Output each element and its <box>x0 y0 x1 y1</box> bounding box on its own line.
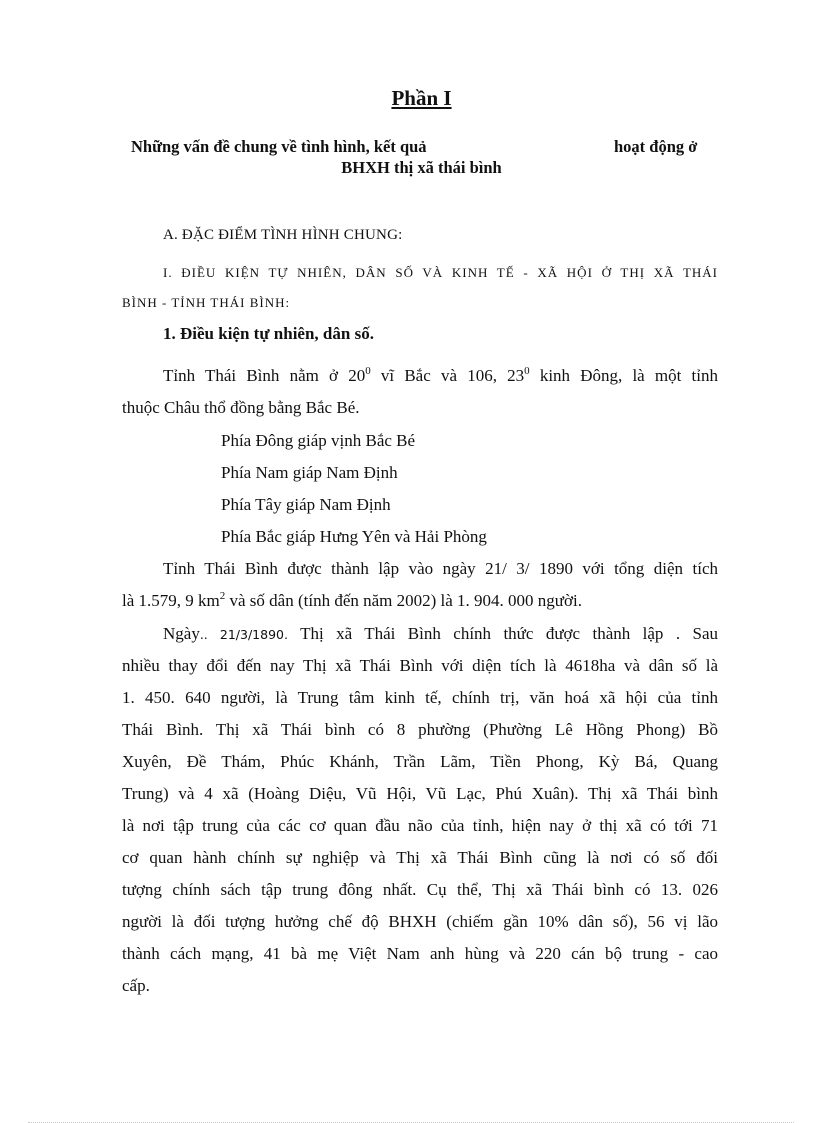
border-north: Phía Bắc giáp Hưng Yên và Hải Phòng <box>221 527 487 546</box>
para3-text-a: Ngày <box>163 624 200 643</box>
para3-line: Thái Bình. Thị xã Thái bình có 8 phường (Phường Lê Hồng Phong) Bồ <box>122 720 718 739</box>
subtitle-line1-right: hoạt động ở <box>614 137 698 156</box>
border-west: Phía Tây giáp Nam Định <box>221 495 391 514</box>
para2-text-b: và số dân (tính đến năm 2002) là 1. 904. 000 người. <box>225 591 582 610</box>
degree-superscript: 0 <box>365 365 371 377</box>
para2-text-a: là 1.579, 9 km <box>122 591 220 610</box>
para3-line: 1. 450. 640 người, là Trung tâm kinh tế, chính trị, văn hoá xã hội của tỉnh <box>122 688 718 707</box>
para3-last-line: cấp. <box>122 976 150 995</box>
para1-text-b: vĩ Bắc và 106, 23 <box>370 366 525 385</box>
section-i-heading-line1: I. ĐIỀU KIỆN TỰ NHIÊN, DÂN SỐ VÀ KINH TẾ - XÃ HỘI Ở THỊ XÃ THÁI <box>163 265 718 280</box>
subtitle-line1-left: Những vấn đề chung về tình hình, kết quả <box>131 137 427 156</box>
para3-text-b: Thị xã Thái Bình chính thức được thành lập . Sau <box>287 624 718 643</box>
para3-line: Xuyên, Đề Thám, Phúc Khánh, Trần Lãm, Tiền Phong, Kỳ Bá, Quang <box>122 752 718 771</box>
para3-line: là nơi tập trung của các cơ quan đầu não của tỉnh, hiện nay ở thị xã có tới 71 <box>122 816 718 835</box>
para3-line: nhiều thay đổi đến nay Thị xã Thái Bình với diện tích là 4618ha và dân số là <box>122 656 718 675</box>
squared-superscript: 2 <box>219 590 226 602</box>
founding-date: .. 21/3/1890. <box>199 627 288 642</box>
para3-line: cơ quan hành chính sự nghiệp và Thị xã Thái Bình cũng là nơi có số đối <box>122 848 718 867</box>
para3-line: Trung) và 4 xã (Hoàng Diệu, Vũ Hội, Vũ Lạc, Phú Xuân). Thị xã Thái bình <box>122 784 718 803</box>
para3-line: người là đối tượng hưởng chế độ BHXH (chiếm gần 10% dân số), 56 vị lão <box>122 912 718 931</box>
para3-line1 <box>163 624 718 644</box>
para3-line: tượng chính sách tập trung đông nhất. Cụ thể, Thị xã Thái bình có 13. 026 <box>122 880 718 899</box>
part-title: Phần I <box>391 86 452 110</box>
para2-line2 <box>122 591 582 611</box>
section-i-heading-line2: BÌNH - TỈNH THÁI BÌNH: <box>122 295 291 310</box>
para1-line1 <box>163 366 718 386</box>
para3-line: thành cách mạng, 41 bà mẹ Việt Nam anh hùng và 220 cán bộ trung - cao <box>122 944 718 963</box>
degree-superscript: 0 <box>524 365 530 377</box>
para1-text-a: Tỉnh Thái Bình nằm ở 20 <box>163 366 366 385</box>
subsection-1-heading: 1. Điều kiện tự nhiên, dân số. <box>163 324 374 343</box>
section-a-heading: A. ĐẶC ĐIỂM TÌNH HÌNH CHUNG: <box>163 227 403 243</box>
para2-line1: Tỉnh Thái Bình được thành lập vào ngày 21/ 3/ 1890 với tổng diện tích <box>163 559 718 578</box>
para1-line2: thuộc Châu thổ đồng bằng Bắc Bé. <box>122 398 360 417</box>
border-east: Phía Đông giáp vịnh Bắc Bé <box>221 431 416 450</box>
subtitle-line2: BHXH thị xã thái bình <box>341 158 502 177</box>
para1-text-c: kinh Đông, là một tỉnh <box>529 366 718 385</box>
border-south: Phía Nam giáp Nam Định <box>221 463 398 482</box>
